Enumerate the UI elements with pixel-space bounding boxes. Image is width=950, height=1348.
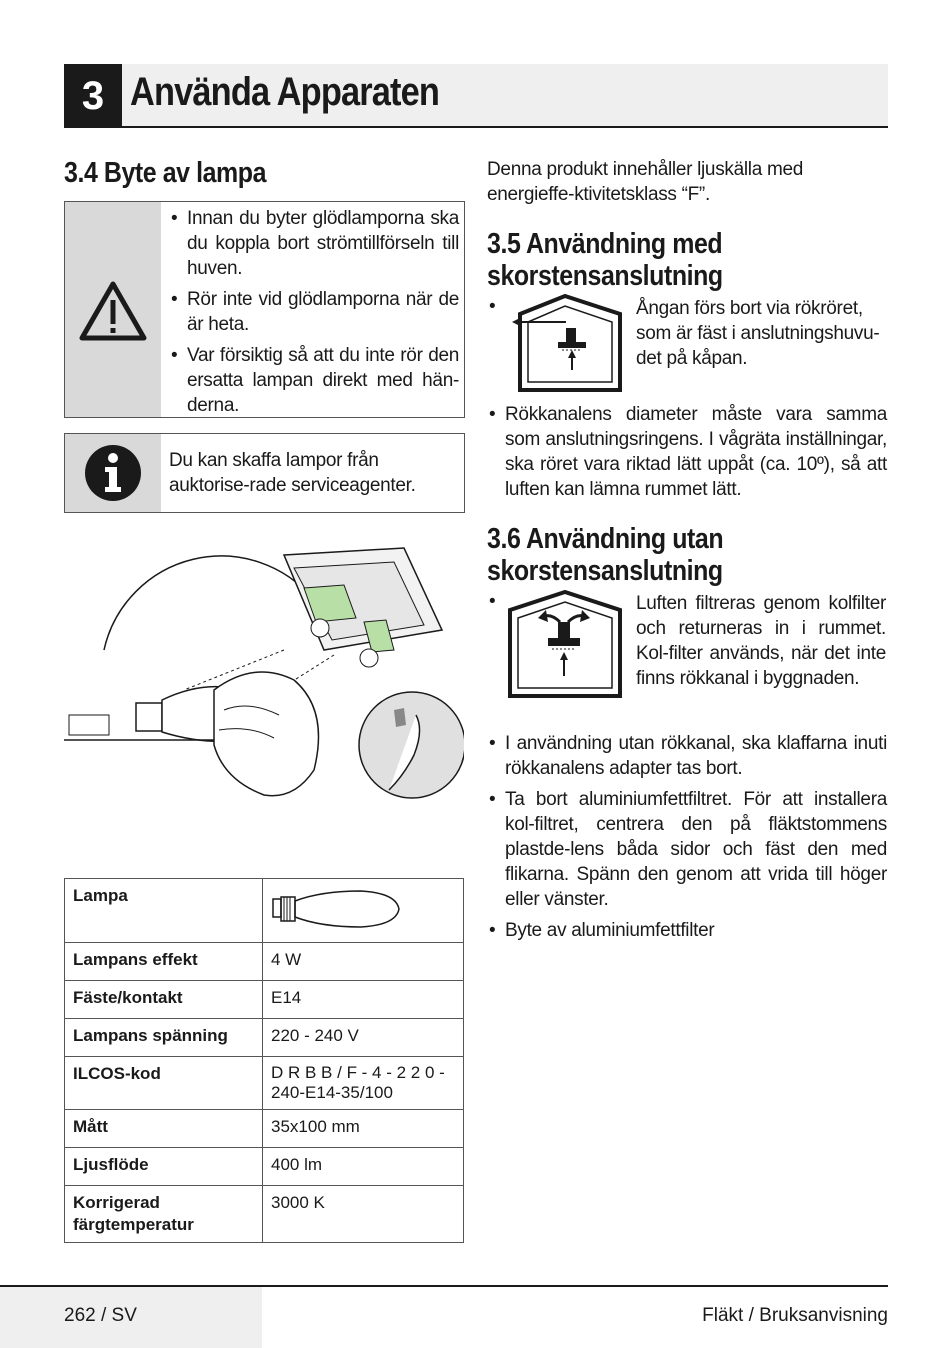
info-box xyxy=(64,433,465,513)
table-row xyxy=(65,1186,464,1243)
lamp-replacement-illustration xyxy=(64,540,464,820)
table-key: Lampa xyxy=(65,879,263,943)
section-heading-line: 3.5 Användning med xyxy=(487,228,723,260)
info-text: Du kan skaffa lampor från auktorise-rade serviceagenter. xyxy=(169,450,416,496)
footer-rule xyxy=(0,1285,888,1287)
table-row xyxy=(65,1148,464,1186)
chapter-number: 3 xyxy=(64,64,122,128)
table-value: 4 W xyxy=(263,943,464,981)
table-value: 3000 K xyxy=(263,1186,464,1243)
table-key: ILCOS-kod xyxy=(65,1057,263,1110)
section-heading-3-5 xyxy=(487,228,723,292)
section-heading-line: skorstensanslutning xyxy=(487,555,723,587)
section-heading-3-6 xyxy=(487,523,723,587)
energy-class-text: Denna produkt innehåller ljuskälla med energieffe-ktivitetsklass “F”. xyxy=(487,159,804,205)
list-item: • Byte av aluminiumfettfilter xyxy=(487,918,887,943)
chimney-exhaust-diagram xyxy=(506,292,624,392)
table-value: D R B B / F - 4 - 2 2 0 - 240-E14-35/100 xyxy=(263,1057,464,1110)
lamp-spec-table xyxy=(64,878,464,1243)
candle-bulb-icon xyxy=(271,887,401,931)
table-value: 35x100 mm xyxy=(263,1110,464,1148)
warning-icon-cell xyxy=(65,202,161,417)
table-key: Fäste/kontakt xyxy=(65,981,263,1019)
table-value: 400 lm xyxy=(263,1148,464,1186)
table-key: Ljusflöde xyxy=(65,1148,263,1186)
table-value: E14 xyxy=(263,981,464,1019)
page-number: 262 / SV xyxy=(64,1305,137,1326)
table-key: Lampans effekt xyxy=(65,943,263,981)
chapter-title: Använda Apparaten xyxy=(130,70,440,114)
recirculation-diagram xyxy=(506,588,624,700)
list-item: • I användning utan rökkanal, ska klaffarna inuti rökkanalens adapter tas bort. xyxy=(487,731,887,781)
document-title: Fläkt / Bruksanvisning xyxy=(702,1305,888,1326)
warning-item: • Innan du byter glödlamporna ska du koppla bort strömtillförseln till huven. xyxy=(169,206,459,281)
warning-item: • Var försiktig så att du inte rör den ersatta lampan direkt med hän-derna. xyxy=(169,343,459,418)
chimney-diagram-text: Ångan förs bort via rökröret, som är fäst i anslutningshuvu-det på kåpan. xyxy=(636,298,880,369)
table-row xyxy=(65,943,464,981)
warning-triangle-icon xyxy=(78,280,148,342)
section-heading-line: 3.6 Användning utan xyxy=(487,523,724,555)
table-key: Korrigerad färgtemperatur xyxy=(65,1186,263,1243)
info-icon-cell xyxy=(65,434,161,512)
table-value: 220 - 240 V xyxy=(263,1019,464,1057)
table-row xyxy=(65,981,464,1019)
list-item: • Rökkanalens diameter måste vara samma som anslutningsringens. I vågräta inställningar, ska röret vara riktad lätt uppåt (ca. 10º), så att luften kan lämna rummet lätt. xyxy=(487,402,887,502)
section-heading-3-4: 3.4 Byte av lampa xyxy=(64,157,267,189)
table-row xyxy=(65,1057,464,1110)
info-icon xyxy=(83,443,143,503)
bullet-marker: • xyxy=(489,296,496,317)
table-row xyxy=(65,1019,464,1057)
warning-box xyxy=(64,201,465,418)
list-item: • Ta bort aluminiumfettfiltret. För att installera kol-filtret, centrera den på fläktstommens plastde-lens båda sidor och fäst den med flikarna. Spänn den genom att vrida till höger eller vänster. xyxy=(487,787,887,912)
section-heading-line: skorstensanslutning xyxy=(487,260,723,292)
bullet-marker: • xyxy=(489,591,496,612)
lamp-bulb-cell xyxy=(263,879,464,943)
table-key: Mått xyxy=(65,1110,263,1148)
warning-item: • Rör inte vid glödlamporna när de är heta. xyxy=(169,287,459,337)
table-key: Lampans spänning xyxy=(65,1019,263,1057)
table-row xyxy=(65,879,464,943)
table-row xyxy=(65,1110,464,1148)
recirculation-diagram-text: Luften filtreras genom kolfilter och returneras in i rummet. Kol-filter används, när det inte finns rökkanal i byggnaden. xyxy=(636,593,886,689)
